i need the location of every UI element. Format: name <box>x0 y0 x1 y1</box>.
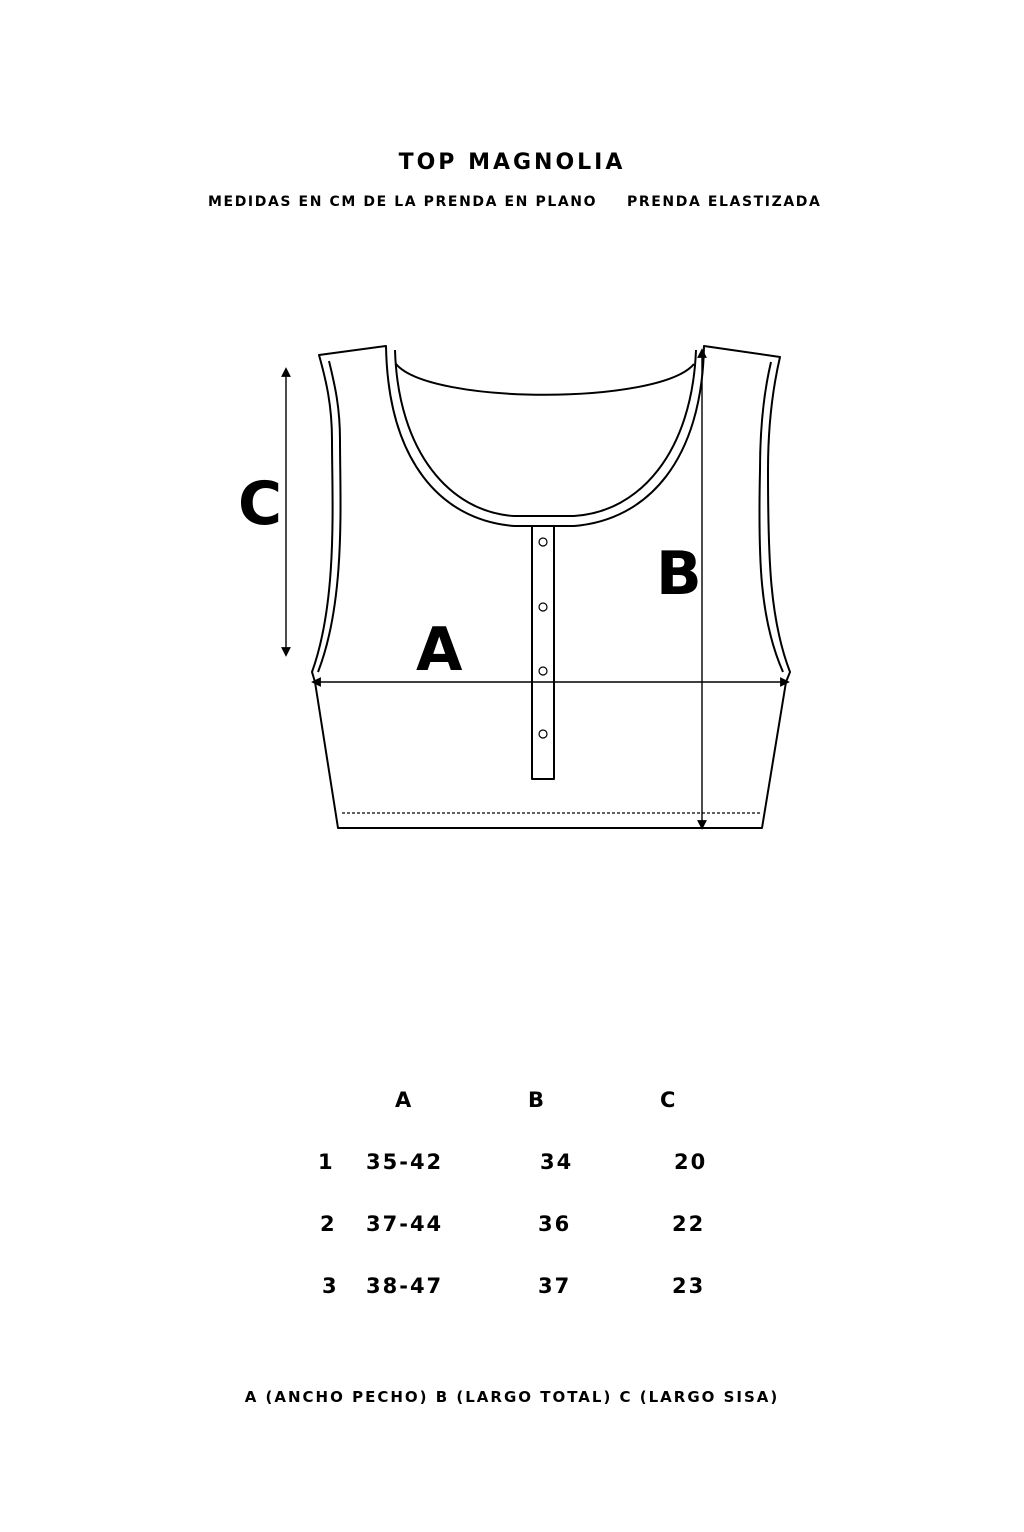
table-cell-b: 37 <box>538 1274 572 1298</box>
page-title: TOP MAGNOLIA <box>398 150 626 175</box>
table-cell-a: 38-47 <box>366 1274 444 1298</box>
measurement-legend: A (ANCHO PECHO) B (LARGO TOTAL) C (LARGO SISA) <box>244 1388 780 1406</box>
size-label: 3 <box>322 1274 339 1298</box>
table-cell-c: 20 <box>674 1150 708 1174</box>
button-2 <box>539 603 547 611</box>
label-a: A <box>416 615 463 685</box>
table-cell-c: 22 <box>672 1212 706 1236</box>
column-header-b: B <box>528 1088 547 1112</box>
table-cell-b: 34 <box>540 1150 574 1174</box>
label-b: B <box>656 539 702 609</box>
column-header-c: C <box>660 1088 678 1112</box>
label-c: C <box>238 469 283 539</box>
table-cell-a: 37-44 <box>366 1212 444 1236</box>
size-label: 2 <box>320 1212 337 1236</box>
garment-outline <box>312 346 790 828</box>
neckline-binding <box>395 350 696 516</box>
back-neckline <box>396 364 694 395</box>
table-cell-a: 35-42 <box>366 1150 444 1174</box>
measurement-note: MEDIDAS EN CM DE LA PRENDA EN PLANO <box>208 194 598 210</box>
fabric-note: PRENDA ELASTIZADA <box>627 194 822 210</box>
button-3 <box>539 667 547 675</box>
table-cell-c: 23 <box>672 1274 706 1298</box>
table-cell-b: 36 <box>538 1212 572 1236</box>
button-1 <box>539 538 547 546</box>
button-4 <box>539 730 547 738</box>
button-placket <box>532 526 554 779</box>
size-label: 1 <box>318 1150 335 1174</box>
column-header-a: A <box>395 1088 414 1112</box>
